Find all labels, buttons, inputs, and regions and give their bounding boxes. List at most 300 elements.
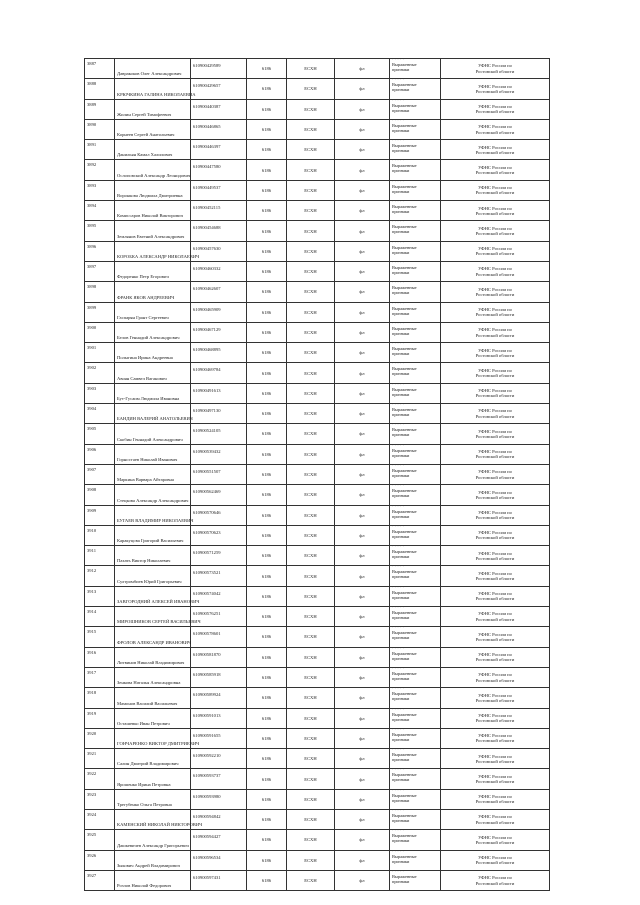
tax-regime: ЕСХН <box>287 444 335 464</box>
status-dots: · · · · · <box>392 423 405 428</box>
person-type: фл <box>335 160 390 180</box>
tax-authority <box>441 850 550 870</box>
table-row <box>85 627 550 647</box>
tax-authority-line-1: УФНС России по <box>478 388 512 394</box>
taxpayer-name: Белов Геннадий Александрович <box>115 322 191 342</box>
row-number: 3894 <box>85 201 115 221</box>
status-dots: · · · · · <box>392 463 405 468</box>
tax-authority <box>441 688 550 708</box>
table-row <box>85 728 550 748</box>
tax-office-code: 6186 <box>247 667 287 687</box>
status-cell <box>390 850 441 870</box>
tax-authority-line-1: УФНС России по <box>478 104 512 110</box>
status-cell <box>390 404 441 424</box>
tax-regime: ЕСХН <box>287 404 335 424</box>
status-line-2: признаки <box>392 675 410 681</box>
status-dots: · · · · · <box>392 200 405 205</box>
tax-office-code: 6186 <box>247 59 287 79</box>
row-number: 3910 <box>85 525 115 545</box>
tax-authority <box>441 424 550 444</box>
tax-authority-line-1: УФНС России по <box>478 753 512 759</box>
row-number: 3925 <box>85 830 115 850</box>
taxpayer-name: ГОНЧАРЕНКО ВИКТОР ДМИТРИЕВИЧ <box>115 728 191 748</box>
row-number: 3923 <box>85 789 115 809</box>
taxpayer-inn: 610900594427 <box>191 830 247 850</box>
tax-authority-line-2: Ростовской области <box>475 291 515 297</box>
tax-authority-line-1: УФНС России по <box>478 855 512 861</box>
tax-authority-line-2: Ростовской области <box>475 616 515 622</box>
status-cell <box>390 688 441 708</box>
status-cell <box>390 180 441 200</box>
status-cell <box>390 607 441 627</box>
status-cell <box>390 789 441 809</box>
status-dots: · · · · · <box>392 78 405 83</box>
tax-authority <box>441 667 550 687</box>
status-line-2: признаки <box>392 493 410 499</box>
taxpayer-name: Султромбиев Юрий Григорьевич <box>115 566 191 586</box>
tax-regime: ЕСХН <box>287 343 335 363</box>
taxpayer-inn: 610900592210 <box>191 749 247 769</box>
tax-office-code: 6186 <box>247 627 287 647</box>
status-dots: · · · · · <box>392 321 405 326</box>
status-cell <box>390 809 441 829</box>
table-row <box>85 769 550 789</box>
tax-authority-line-1: УФНС России по <box>478 266 512 272</box>
tax-authority-line-2: Ростовской области <box>475 373 515 379</box>
table-row <box>85 261 550 281</box>
tax-office-code: 6186 <box>247 566 287 586</box>
status-cell <box>390 830 441 850</box>
tax-authority-line-1: УФНС России по <box>478 164 512 170</box>
status-dots: · · · · · <box>392 443 405 448</box>
status-line-2: признаки <box>392 655 410 661</box>
table-row <box>85 383 550 403</box>
status-dots: · · · · · <box>392 829 405 834</box>
table-row <box>85 809 550 829</box>
status-dots: · · · · · <box>392 139 405 144</box>
tax-authority-line-2: Ростовской области <box>475 718 515 724</box>
tax-regime: ЕСХН <box>287 322 335 342</box>
status-dots: · · · · · <box>392 849 405 854</box>
taxpayer-inn: 610900457630 <box>191 241 247 261</box>
status-line-1: Выраженные <box>392 62 417 67</box>
person-type: фл <box>335 302 390 322</box>
tax-authority-line-2: Ростовской области <box>475 738 515 744</box>
status-cell <box>390 261 441 281</box>
tax-authority-line-1: УФНС России по <box>478 428 512 434</box>
status-line-2: признаки <box>392 878 410 884</box>
person-type: фл <box>335 647 390 667</box>
row-number: 3887 <box>85 59 115 79</box>
status-cell <box>390 769 441 789</box>
tax-office-code: 6186 <box>247 688 287 708</box>
person-type: фл <box>335 464 390 484</box>
status-cell <box>390 383 441 403</box>
tax-authority-line-2: Ростовской области <box>475 860 515 866</box>
tax-office-code: 6186 <box>247 870 287 890</box>
status-dots: · · · · · <box>392 260 405 265</box>
tax-authority-line-2: Ростовской области <box>475 555 515 561</box>
person-type: фл <box>335 404 390 424</box>
status-cell <box>390 566 441 586</box>
tax-authority-line-2: Ростовской области <box>475 596 515 602</box>
taxpayer-name: Трегубенко Ольга Петровна <box>115 789 191 809</box>
tax-office-code: 6186 <box>247 525 287 545</box>
table-row <box>85 79 550 99</box>
status-cell <box>390 525 441 545</box>
status-line-1: Выраженные <box>392 346 417 352</box>
tax-regime: ЕСХН <box>287 749 335 769</box>
taxpayer-inn: 610900452115 <box>191 201 247 221</box>
tax-office-code: 6186 <box>247 322 287 342</box>
status-dots: · · · · · <box>392 748 405 753</box>
taxpayer-name: ФРАНК ЯКОВ АНДРЕЕВИЧ <box>115 282 191 302</box>
status-line-1: Выраженные <box>392 812 417 818</box>
status-line-1: Выраженные <box>392 853 417 859</box>
status-line-2: признаки <box>392 797 410 803</box>
status-line-2: признаки <box>392 757 410 763</box>
table-row <box>85 444 550 464</box>
status-cell <box>390 160 441 180</box>
tax-authority-line-2: Ростовской области <box>475 68 515 74</box>
taxpayer-inn: 610900573521 <box>191 566 247 586</box>
taxpayer-inn: 610900594842 <box>191 809 247 829</box>
row-number: 3915 <box>85 627 115 647</box>
tax-office-code: 6186 <box>247 180 287 200</box>
tax-authority-line-2: Ростовской области <box>475 515 515 521</box>
table-row <box>85 160 550 180</box>
table-row <box>85 667 550 687</box>
row-number: 3920 <box>85 728 115 748</box>
tax-authority-line-1: УФНС России по <box>478 489 512 495</box>
status-dots: · · · · · <box>392 179 405 184</box>
person-type: фл <box>335 688 390 708</box>
tax-authority <box>441 749 550 769</box>
taxpayer-inn: 610900570623 <box>191 525 247 545</box>
tax-office-code: 6186 <box>247 546 287 566</box>
tax-authority <box>441 566 550 586</box>
row-number: 3921 <box>85 749 115 769</box>
taxpayer-inn: 610900551507 <box>191 464 247 484</box>
tax-authority <box>441 586 550 606</box>
status-cell <box>390 546 441 566</box>
tax-regime: ЕСХН <box>287 566 335 586</box>
status-line-2: признаки <box>392 594 410 600</box>
status-dots: · · · · · <box>392 382 405 387</box>
tax-authority-line-1: УФНС России по <box>478 408 512 414</box>
taxpayer-name: Гаспарян Грант Сергеевич <box>115 302 191 322</box>
taxpayer-inn: 610900589924 <box>191 688 247 708</box>
status-line-1: Выраженные <box>392 427 417 433</box>
tax-authority-line-2: Ростовской области <box>475 170 515 176</box>
table-row <box>85 586 550 606</box>
tax-authority <box>441 201 550 221</box>
status-line-2: признаки <box>392 168 410 174</box>
status-line-1: Выраженные <box>392 731 417 737</box>
status-line-2: признаки <box>392 533 410 539</box>
tax-authority-line-1: УФНС России по <box>478 246 512 252</box>
row-number: 3895 <box>85 221 115 241</box>
status-dots: · · · · · <box>392 545 405 550</box>
status-line-1: Выраженные <box>392 873 417 879</box>
status-cell <box>390 667 441 687</box>
tax-office-code: 6186 <box>247 99 287 119</box>
table-row <box>85 505 550 525</box>
row-number: 3926 <box>85 850 115 870</box>
status-line-1: Выраженные <box>392 691 417 697</box>
tax-authority <box>441 809 550 829</box>
status-line-2: признаки <box>392 249 410 255</box>
tax-authority <box>441 708 550 728</box>
taxpayer-name: ЗАВГОРОДНИЙ АЛЕКСЕЙ ИВАНОВИЧ <box>115 586 191 606</box>
row-number: 3912 <box>85 566 115 586</box>
status-line-2: признаки <box>392 432 410 438</box>
row-number: 3913 <box>85 586 115 606</box>
table-row <box>85 688 550 708</box>
row-number: 3891 <box>85 140 115 160</box>
tax-regime: ЕСХН <box>287 789 335 809</box>
status-cell <box>390 322 441 342</box>
status-cell <box>390 201 441 221</box>
status-dots: · · · · · <box>392 281 405 286</box>
status-line-2: признаки <box>392 310 410 316</box>
status-cell <box>390 444 441 464</box>
tax-authority <box>441 322 550 342</box>
row-number: 3896 <box>85 241 115 261</box>
person-type: фл <box>335 850 390 870</box>
tax-office-code: 6186 <box>247 221 287 241</box>
tax-regime: ЕСХН <box>287 79 335 99</box>
status-line-1: Выраженные <box>392 711 417 717</box>
status-line-1: Выраженные <box>392 833 417 839</box>
tax-authority-line-1: УФНС России по <box>478 124 512 130</box>
tax-authority <box>441 363 550 383</box>
table-row <box>85 322 550 342</box>
tax-office-code: 6186 <box>247 809 287 829</box>
taxpayer-inn: 610900591013 <box>191 708 247 728</box>
person-type: фл <box>335 99 390 119</box>
tax-regime: ЕСХН <box>287 830 335 850</box>
status-line-1: Выраженные <box>392 772 417 778</box>
tax-authority-line-1: УФНС России по <box>478 712 512 718</box>
taxpayer-inn: 610900578601 <box>191 627 247 647</box>
status-line-1: Выраженные <box>392 792 417 798</box>
tax-authority-line-1: УФНС России по <box>478 205 512 211</box>
status-line-1: Выраженные <box>392 163 417 169</box>
status-dots: · · · · · <box>392 98 405 103</box>
person-type: фл <box>335 586 390 606</box>
status-dots: · · · · · <box>392 565 405 570</box>
status-line-2: признаки <box>392 290 410 296</box>
status-cell <box>390 708 441 728</box>
tax-authority-line-1: УФНС России по <box>478 347 512 353</box>
person-type: фл <box>335 667 390 687</box>
person-type: фл <box>335 119 390 139</box>
status-cell <box>390 79 441 99</box>
taxpayer-inn: 610900581870 <box>191 647 247 667</box>
status-cell <box>390 647 441 667</box>
taxpayer-name: Дашкевичев Александр Григорьевич <box>115 830 191 850</box>
tax-regime: ЕСХН <box>287 464 335 484</box>
status-line-2: признаки <box>392 472 410 478</box>
taxpayer-inn: 610900591655 <box>191 728 247 748</box>
taxpayer-name: КРЮЧКИНА ГАЛИНА НИКОЛАЕВНА <box>115 79 191 99</box>
table-row <box>85 221 550 241</box>
tax-office-code: 6186 <box>247 343 287 363</box>
status-line-2: признаки <box>392 513 410 519</box>
status-line-1: Выраженные <box>392 143 417 149</box>
tax-authority-line-2: Ростовской области <box>475 657 515 663</box>
table-row <box>85 119 550 139</box>
person-type: фл <box>335 769 390 789</box>
person-type: фл <box>335 282 390 302</box>
status-dots: · · · · · <box>392 220 405 225</box>
status-line-1: Выраженные <box>392 407 417 413</box>
row-number: 3904 <box>85 404 115 424</box>
taxpayer-inn: 610900446865 <box>191 119 247 139</box>
status-line-1: Выраженные <box>392 224 417 230</box>
tax-office-code: 6186 <box>247 404 287 424</box>
tax-office-code: 6186 <box>247 363 287 383</box>
taxpayer-inn: 610900596534 <box>191 850 247 870</box>
tax-regime: ЕСХН <box>287 647 335 667</box>
tax-authority <box>441 261 550 281</box>
row-number: 3900 <box>85 322 115 342</box>
taxpayer-name: Мамонов Василий Васильевич <box>115 688 191 708</box>
row-number: 3922 <box>85 769 115 789</box>
person-type: фл <box>335 241 390 261</box>
tax-authority-line-1: УФНС России по <box>478 652 512 658</box>
tax-authority <box>441 302 550 322</box>
person-type: фл <box>335 261 390 281</box>
person-type: фл <box>335 424 390 444</box>
status-cell <box>390 241 441 261</box>
tax-office-code: 6186 <box>247 302 287 322</box>
person-type: фл <box>335 870 390 890</box>
status-line-2: признаки <box>392 188 410 194</box>
taxpayer-inn: 610900593737 <box>191 769 247 789</box>
table-row <box>85 140 550 160</box>
table-row <box>85 424 550 444</box>
tax-office-code: 6186 <box>247 282 287 302</box>
row-number: 3901 <box>85 343 115 363</box>
tax-regime: ЕСХН <box>287 383 335 403</box>
row-number: 3897 <box>85 261 115 281</box>
table-row <box>85 789 550 809</box>
tax-office-code: 6186 <box>247 830 287 850</box>
tax-office-code: 6186 <box>247 464 287 484</box>
status-dots: · · · · · <box>392 240 405 245</box>
tax-authority-line-2: Ростовской области <box>475 129 515 135</box>
tax-authority-line-2: Ростовской области <box>475 251 515 257</box>
status-line-1: Выраженные <box>392 508 417 514</box>
taxpayer-inn: 610900429657 <box>191 79 247 99</box>
tax-authority <box>441 464 550 484</box>
person-type: фл <box>335 708 390 728</box>
person-type: фл <box>335 546 390 566</box>
status-dots: · · · · · <box>392 403 405 408</box>
table-row <box>85 302 550 322</box>
status-line-1: Выраженные <box>392 670 417 676</box>
status-cell <box>390 464 441 484</box>
tax-regime: ЕСХН <box>287 119 335 139</box>
tax-office-code: 6186 <box>247 79 287 99</box>
status-cell <box>390 749 441 769</box>
tax-authority <box>441 485 550 505</box>
tax-office-code: 6186 <box>247 241 287 261</box>
tax-regime: ЕСХН <box>287 850 335 870</box>
person-type: фл <box>335 789 390 809</box>
taxpayer-inn: 610900539432 <box>191 444 247 464</box>
tax-regime: ЕСХН <box>287 708 335 728</box>
status-line-2: признаки <box>392 391 410 397</box>
taxpayer-name: Бут-Гусаим Людмила Ивановна <box>115 383 191 403</box>
tax-regime: ЕСХН <box>287 769 335 789</box>
tax-authority-line-1: УФНС России по <box>478 225 512 231</box>
status-line-1: Выраженные <box>392 610 417 616</box>
status-dots: · · · · · <box>392 646 405 651</box>
status-line-2: признаки <box>392 554 410 560</box>
row-number: 3888 <box>85 79 115 99</box>
table-row <box>85 180 550 200</box>
status-dots: · · · · · <box>392 869 405 874</box>
tax-authority <box>441 343 550 363</box>
status-line-2: признаки <box>392 229 410 235</box>
status-cell <box>390 302 441 322</box>
tax-authority <box>441 99 550 119</box>
table-row <box>85 464 550 484</box>
taxpayer-name: Зенкова Наталья Александровна <box>115 667 191 687</box>
tax-authority-line-2: Ростовской области <box>475 677 515 683</box>
table-row <box>85 201 550 221</box>
tax-authority <box>441 870 550 890</box>
status-line-2: признаки <box>392 209 410 215</box>
tax-regime: ЕСХН <box>287 525 335 545</box>
tax-authority-line-1: УФНС России по <box>478 550 512 556</box>
status-line-1: Выраженные <box>392 589 417 595</box>
status-cell <box>390 343 441 363</box>
tax-authority-line-1: УФНС России по <box>478 814 512 820</box>
person-type: фл <box>335 485 390 505</box>
taxpayer-name: Полыгина Ирина Андреевна <box>115 343 191 363</box>
status-line-1: Выраженные <box>392 528 417 534</box>
tax-authority <box>441 546 550 566</box>
row-number: 3907 <box>85 464 115 484</box>
tax-authority <box>441 79 550 99</box>
tax-authority-line-2: Ростовской области <box>475 779 515 785</box>
taxpayer-inn: 610900440387 <box>191 99 247 119</box>
status-dots: · · · · · <box>392 808 405 813</box>
tax-authority-line-1: УФНС России по <box>478 794 512 800</box>
status-cell <box>390 282 441 302</box>
tax-authority-line-1: УФНС России по <box>478 185 512 191</box>
row-number: 3898 <box>85 282 115 302</box>
taxpayer-inn: 610900429589 <box>191 59 247 79</box>
row-number: 3903 <box>85 383 115 403</box>
taxpayer-name: БАНДИН ВАЛЕРИЙ АНАТОЛЬЕВИЧ <box>115 404 191 424</box>
person-type: фл <box>335 322 390 342</box>
row-number: 3911 <box>85 546 115 566</box>
tax-authority <box>441 404 550 424</box>
status-line-1: Выраженные <box>392 82 417 88</box>
person-type: фл <box>335 221 390 241</box>
row-number: 3909 <box>85 505 115 525</box>
person-type: фл <box>335 505 390 525</box>
tax-authority-line-1: УФНС России по <box>478 83 512 89</box>
tax-authority-line-2: Ростовской области <box>475 454 515 460</box>
person-type: фл <box>335 383 390 403</box>
tax-authority-line-1: УФНС России по <box>478 509 512 515</box>
